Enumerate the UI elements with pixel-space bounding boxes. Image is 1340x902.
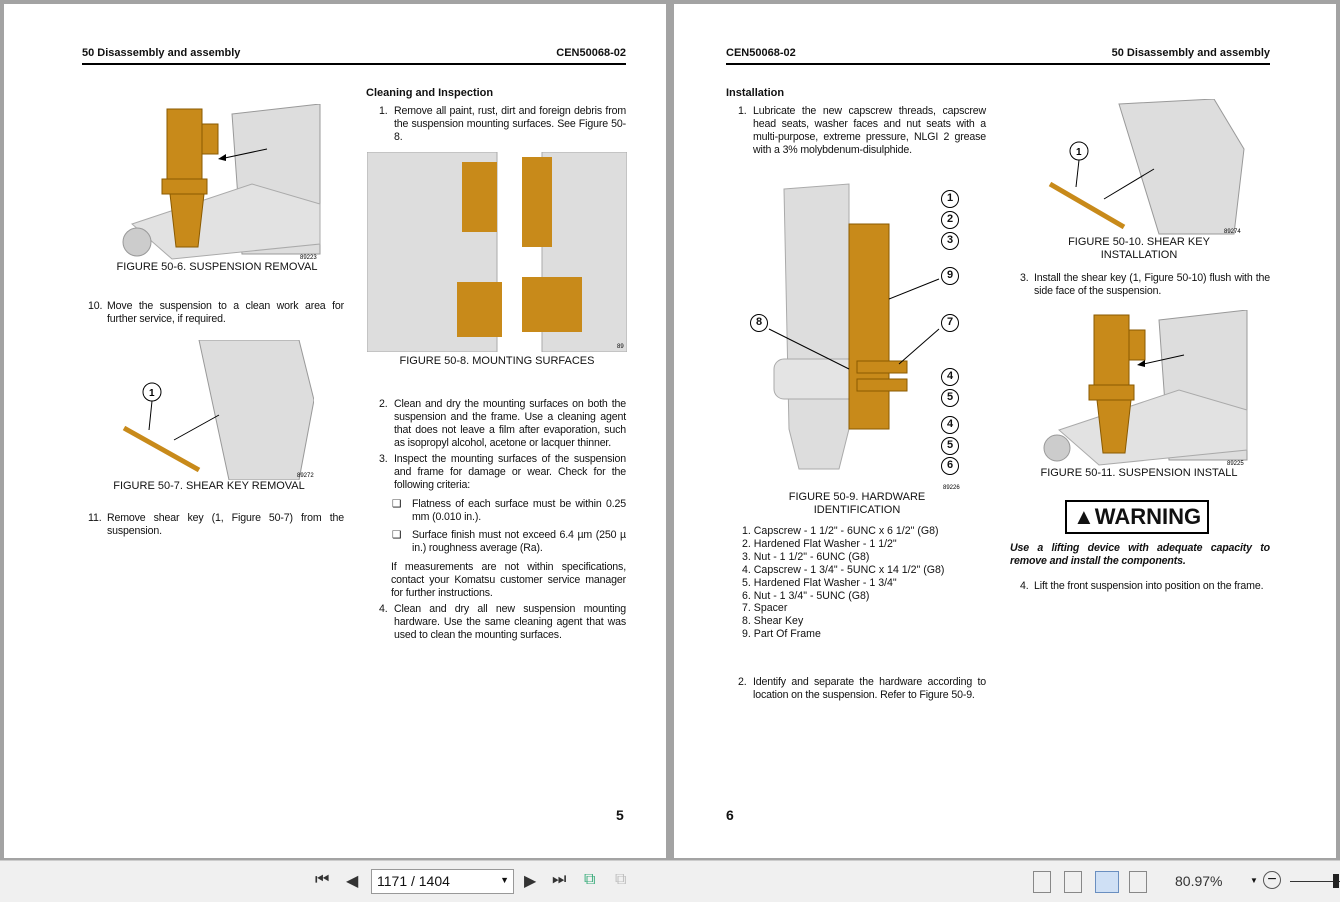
part-item: 2. Hardened Flat Washer - 1 1/2" — [742, 537, 897, 550]
figure-suspension-removal — [112, 104, 322, 261]
callout: 9 — [941, 267, 959, 285]
part-item: 9. Part Of Frame — [742, 628, 821, 641]
fig10-caption: FIGURE 50-10. SHEAR KEY INSTALLATION — [1068, 236, 1210, 261]
step-10: 10. Move the suspension to a clean work area for further service, if required. — [88, 300, 344, 325]
warning-triangle-icon: ▲ — [1073, 504, 1095, 529]
callout: 2 — [941, 211, 959, 229]
svg-text:89274: 89274 — [1224, 229, 1241, 235]
fig9-caption: FIGURE 50-9. HARDWARE IDENTIFICATION — [788, 491, 926, 516]
warning-text: Use a lifting device with adequate capacity to remove and install the components. — [1010, 542, 1270, 567]
single-page-view-icon[interactable] — [1033, 871, 1051, 893]
left-page-column-2 — [366, 87, 628, 642]
header-left: 50 Disassembly and assembly — [82, 47, 241, 59]
section-cleaning-title: Cleaning and Inspection — [366, 87, 494, 99]
part-item: 4. Capscrew - 1 3/4" - 5UNC x 14 1/2" (G8) — [742, 563, 945, 576]
section-installation-title: Installation — [726, 87, 785, 99]
continuous-view-icon[interactable] — [1064, 871, 1082, 893]
zoom-slider-handle[interactable] — [1333, 874, 1339, 888]
parts-list — [742, 525, 944, 641]
fig7-caption: FIGURE 50-7. SHEAR KEY REMOVAL — [113, 480, 305, 492]
warning-label: ▲WARNING — [1065, 500, 1209, 534]
previous-page-button[interactable]: ◀ — [346, 873, 359, 890]
callout: 1 — [941, 190, 959, 208]
zoom-out-button[interactable]: − — [1263, 871, 1281, 889]
cleaning-step-4: 4. Clean and dry all new suspension mounting hardware. Use the same cleaning agent that was used to clean the mounting surfaces. — [379, 603, 626, 641]
zoom-level[interactable]: 80.97% — [1175, 873, 1223, 889]
page-number: 5 — [616, 807, 624, 823]
cleaning-step-2: 2. Clean and dry the mounting surfaces on both the suspension and the frame. Use a cleaning agent that does not leave a film after evaporation, such as isopropyl alcohol, acetone or lacquer thinner. — [379, 398, 626, 449]
criteria-surface-finish: ❑ Surface finish must not exceed 6.4 µm (250 µ in.) roughness average (Ra). — [392, 529, 626, 554]
right-page-column-1 — [726, 87, 988, 702]
callout: 8 — [750, 314, 768, 332]
page-number: 6 — [726, 807, 734, 823]
criteria-flatness: ❑ Flatness of each surface must be within 0.25 mm (0.010 in.). — [392, 498, 626, 523]
callout: 5 — [941, 437, 959, 455]
page-number-input[interactable]: 1171 / 1404 ▼ — [371, 869, 514, 894]
install-step-3: 3. Install the shear key (1, Figure 50-10) flush with the side face of the suspension. — [1020, 272, 1270, 297]
header-left: CEN50068-02 — [726, 47, 796, 59]
part-item: 1. Capscrew - 1 1/2" - 6UNC x 6 1/2" (G8) — [742, 525, 939, 537]
checkbox-bullet-icon: ❑ — [392, 529, 402, 541]
fig6-caption: FIGURE 50-6. SUSPENSION REMOVAL — [116, 261, 318, 273]
svg-text:1: 1 — [149, 388, 155, 399]
checkbox-bullet-icon: ❑ — [392, 498, 402, 510]
specs-note: If measurements are not within specifications, contact your Komatsu customer service manager for further instructions. — [391, 561, 626, 599]
left-page-column-1 — [82, 104, 344, 538]
svg-text:89223: 89223 — [300, 255, 317, 261]
left-page — [4, 4, 666, 858]
fig11-caption: FIGURE 50-11. SUSPENSION INSTALL — [1040, 467, 1238, 479]
header-right: 50 Disassembly and assembly — [1111, 47, 1270, 59]
step-11: 11. Remove shear key (1, Figure 50-7) from the suspension. — [88, 512, 344, 537]
part-item: 7. Spacer — [742, 602, 788, 615]
svg-text:89: 89 — [617, 344, 624, 350]
last-page-button[interactable]: ⏭ — [552, 871, 567, 888]
header-right: CEN50068-02 — [556, 47, 626, 59]
callout: 5 — [941, 389, 959, 407]
next-page-button[interactable]: ▶ — [524, 873, 537, 890]
fig8-caption: FIGURE 50-8. MOUNTING SURFACES — [399, 355, 595, 367]
cleaning-step-3: 3. Inspect the mounting surfaces of the suspension and frame for damage or wear. Check for the following criteria: — [379, 453, 626, 491]
svg-text:1: 1 — [1076, 147, 1082, 158]
part-item: 3. Nut - 1 1/2" - 6UNC (G8) — [742, 550, 870, 563]
install-step-2: 2. Identify and separate the hardware according to location on the suspension. Refer to Figure 50-9. — [738, 676, 986, 702]
figure-mounting-surfaces — [367, 152, 627, 352]
next-view-icon[interactable]: ⧉ — [615, 871, 627, 888]
first-page-button[interactable]: ⏮ — [315, 871, 330, 888]
previous-view-icon[interactable]: ⧉ — [584, 871, 596, 888]
install-step-1: 1. Lubricate the new capscrew threads, capscrew head seats, washer faces and nut seats with a multi-purpose, extreme pressure, NLGI 2 grease with a 3% molybdenum-disulphide. — [738, 105, 986, 156]
install-step-4: 4. Lift the front suspension into position on the frame. — [1020, 580, 1264, 592]
figure-hardware-identification — [749, 179, 974, 491]
zoom-dropdown-icon[interactable]: ▼ — [1250, 876, 1258, 885]
callout: 3 — [941, 232, 959, 250]
figure-shear-key-installation — [1044, 99, 1249, 236]
right-page — [674, 4, 1336, 858]
two-page-continuous-view-icon[interactable] — [1129, 871, 1147, 893]
cleaning-step-1: 1. Remove all paint, rust, dirt and foreign debris from the suspension mounting surfaces. See Figure 50-8. — [379, 105, 626, 143]
viewer-toolbar — [0, 860, 1340, 902]
callout: 4 — [941, 416, 959, 434]
two-page-view-icon[interactable] — [1095, 871, 1119, 893]
part-item: 8. Shear Key — [742, 615, 804, 628]
callout: 7 — [941, 314, 959, 332]
figure-suspension-install — [1039, 310, 1249, 467]
part-item: 6. Nut - 1 3/4" - 5UNC (G8) — [742, 589, 870, 602]
callout: 6 — [941, 457, 959, 475]
svg-text:89272: 89272 — [297, 473, 314, 479]
svg-text:89225: 89225 — [1227, 461, 1244, 467]
callout: 4 — [941, 368, 959, 386]
right-page-column-2 — [1010, 99, 1272, 593]
chevron-down-icon[interactable]: ▼ — [500, 875, 509, 885]
part-item: 5. Hardened Flat Washer - 1 3/4" — [742, 576, 897, 589]
figure-shear-key-removal — [119, 340, 314, 480]
svg-text:89226: 89226 — [943, 485, 960, 491]
